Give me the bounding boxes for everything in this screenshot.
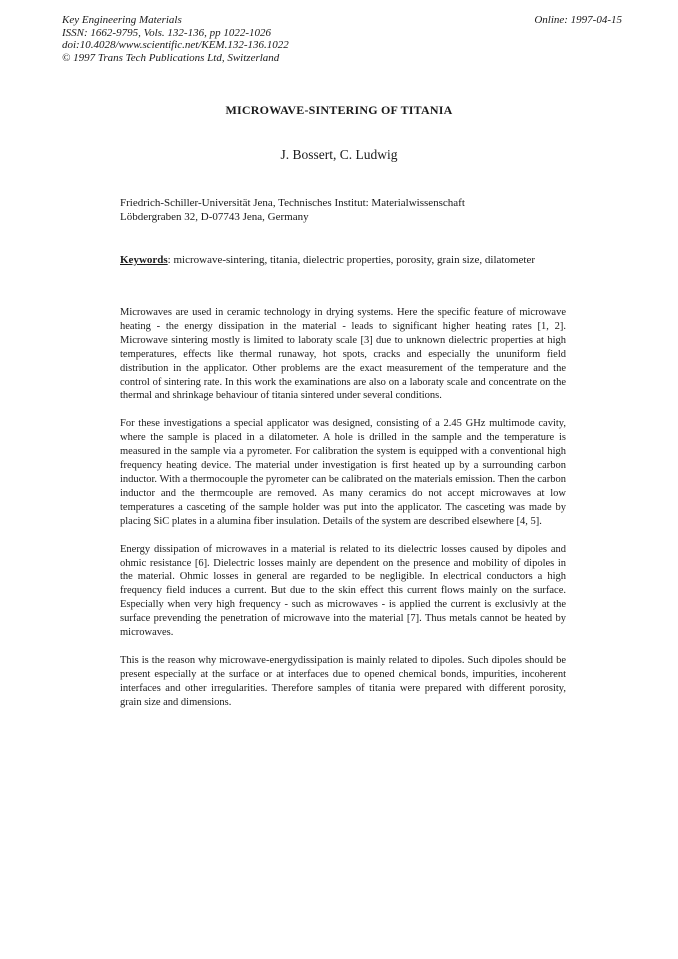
paragraph-2: For these investigations a special applicator was designed, consisting of a 2.45 GHz multimode cavity, where the sample is placed in a dilatometer. A hole is drilled in the sample and the temperature is measured in the sample via a pyrometer. For calibration the system is equipped with a conventional high frequency heating device. The material under investigation is first heated up by a surrounding carbon inductor. With a thermocouple the pyrometer can be calibrated on the materials emission. Then the carbon inductor and the thermcouple are removed. As many ceramics do not accept microwaves at low temperatures a casceting of the sample holder was put into the applicator. The casceting was made by placing SiC plates in a alumina fiber insulation. Details of the system are described elsewhere [4, 5].	[120, 418, 566, 527]
keywords	[120, 254, 535, 266]
online-date: Online: 1997-04-15	[534, 14, 622, 26]
affiliation-line-1: Friedrich-Schiller-Universität Jena, Technisches Institut: Materialwissenschaft	[120, 197, 465, 209]
body-text	[120, 306, 566, 724]
issn-line: ISSN: 1662-9795, Vols. 132-136, pp 1022-1026	[62, 26, 271, 39]
journal-name: Key Engineering Materials	[62, 14, 182, 26]
keywords-text: : microwave-sintering, titania, dielectric properties, porosity, grain size, dilatometer	[167, 254, 536, 266]
paper-title: MICROWAVE-SINTERING OF TITANIA	[225, 103, 453, 117]
affiliation	[120, 196, 465, 224]
copyright-line: © 1997 Trans Tech Publications Ltd, Switzerland	[62, 51, 280, 64]
affiliation-line-2: Löbdergraben 32, D-07743 Jena, Germany	[120, 211, 309, 223]
keywords-label: Keywords	[120, 254, 168, 266]
paragraph-4: This is the reason why microwave-energydissipation is mainly related to dipoles. Such dipoles should be present especially at the surface or at interfaces due to opened chemical bonds, impurities, incoherent interfaces and other irregularities. Therefore samples of titania were prepared with different porosity, grain size and dimensions.	[120, 654, 566, 708]
paragraph-1: Microwaves are used in ceramic technology in drying systems. Here the specific feature of microwave heating - the energy dissipation in the material - leads to significant higher heating rates [1, 2]. Microwave sintering mostly is limited to laboraty scale [3] due to unknown dielectric properties at high temperatures, effects like thermal runaway, hot spots, cracks and especially the ununiform field distribution in the applicator. Other problems are the exact measurement of the temperature and the control of sintering rate. In this work the examinations are also on a laboraty scale and concentrate on the thermal and shrinkage behaviour of titania sintered under several conditions.	[120, 307, 566, 402]
authors: J. Bossert, C. Ludwig	[280, 147, 398, 162]
doi-line: doi:10.4028/www.scientific.net/KEM.132-136.1022	[62, 39, 289, 51]
publication-header	[62, 14, 289, 64]
paragraph-3: Energy dissipation of microwaves in a material is related to its dielectric losses caused by dipoles and ohmic resistance [6]. Dielectric losses mainly are dependent on the presence and mobility of dipoles in the material. Ohmic losses in general are regarded to be negligible. In electrical conductors a high frequency field induces a current. But due to the skin effect this current flows mainly on the surface. Especially when very high frequency - such as microwaves - is applied the current is exclusivly at the surface prevending the penetration of microwave into the material [7]. Thus metals cannot be heated by microwaves.	[120, 543, 566, 639]
